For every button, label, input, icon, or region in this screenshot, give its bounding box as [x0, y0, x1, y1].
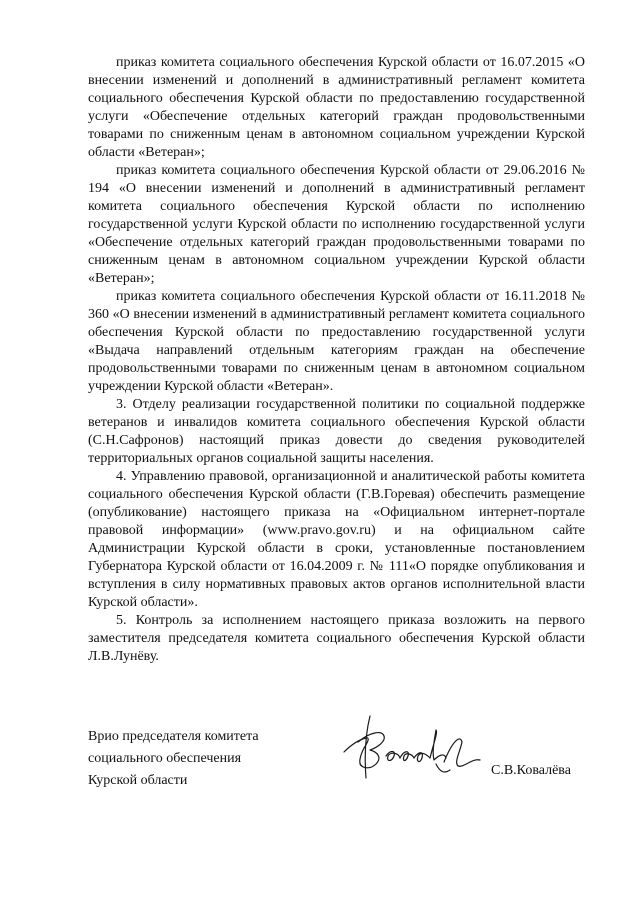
order-body	[88, 54, 585, 666]
paragraph-order-2015: приказ комитета социального обеспечения Курской области от 16.07.2015 «О внесении изменений и дополнений в административный регламент комитета социального обеспечения Курской области по предоставлению государственной услуги «Обеспечение отдельных категорий граждан продовольственными товарами по сниженным ценам в автономном социальном учреждении Курской области «Ветеран»;	[88, 55, 585, 160]
paragraph-item-4: 4. Управлению правовой, организационной и аналитической работы комитета социального обеспечения Курской области (Г.В.Горевая) обеспечить размещение (опубликование) настоящего приказа на «Официальном интернет-портале правовой информации» (www.pravo.gov.ru) и на официальном сайте Администрации Курской области в сроки, установленные постановлением Губернатора Курской области от 16.04.2009 г. № 111«О порядке опубликования и вступления в силу нормативных правовых актов органов исполнительной власти Курской области».	[88, 469, 585, 610]
paragraph-item-5: 5. Контроль за исполнением настоящего приказа возложить на первого заместителя председателя комитета социального обеспечения Курской области Л.В.Лунёву.	[88, 613, 585, 664]
signatory-title	[88, 726, 259, 792]
signatory-title-line-3: Курской области	[88, 773, 188, 788]
signatory-title-line-2: социального обеспечения	[88, 751, 242, 766]
paragraph-order-2016: приказ комитета социального обеспечения Курской области от 29.06.2016 № 194 «О внесении изменений и дополнений в административный регламент комитета социального обеспечения Курской области по исполнению государственной услуги Курской области по исполнению государственной услуги «Обеспечение отдельных категорий граждан продовольственными товарами по сниженным ценам в автономном социальном учреждении Курской области «Ветеран»;	[88, 163, 585, 286]
paragraph-item-3: 3. Отделу реализации государственной политики по социальной поддержке ветеранов и инвалидов комитета социального обеспечения Курской области (С.Н.Сафронов) настоящий приказ довести до сведения руководителей территориальных органов социальной защиты населения.	[88, 397, 585, 466]
handwritten-signature	[340, 712, 490, 784]
signatory-name: С.В.Ковалёва	[491, 763, 571, 778]
paragraph-order-2018: приказ комитета социального обеспечения Курской области от 16.11.2018 № 360 «О внесении изменений в административный регламент комитета социального обеспечения Курской области по предоставлению государственной услуги «Выдача направлений отдельным категориям граждан на обеспечение продовольственными товарами по сниженным ценам в автономном социальном учреждении Курской области «Ветеран».	[88, 289, 585, 394]
signatory-title-line-1: Врио председателя комитета	[88, 729, 259, 744]
